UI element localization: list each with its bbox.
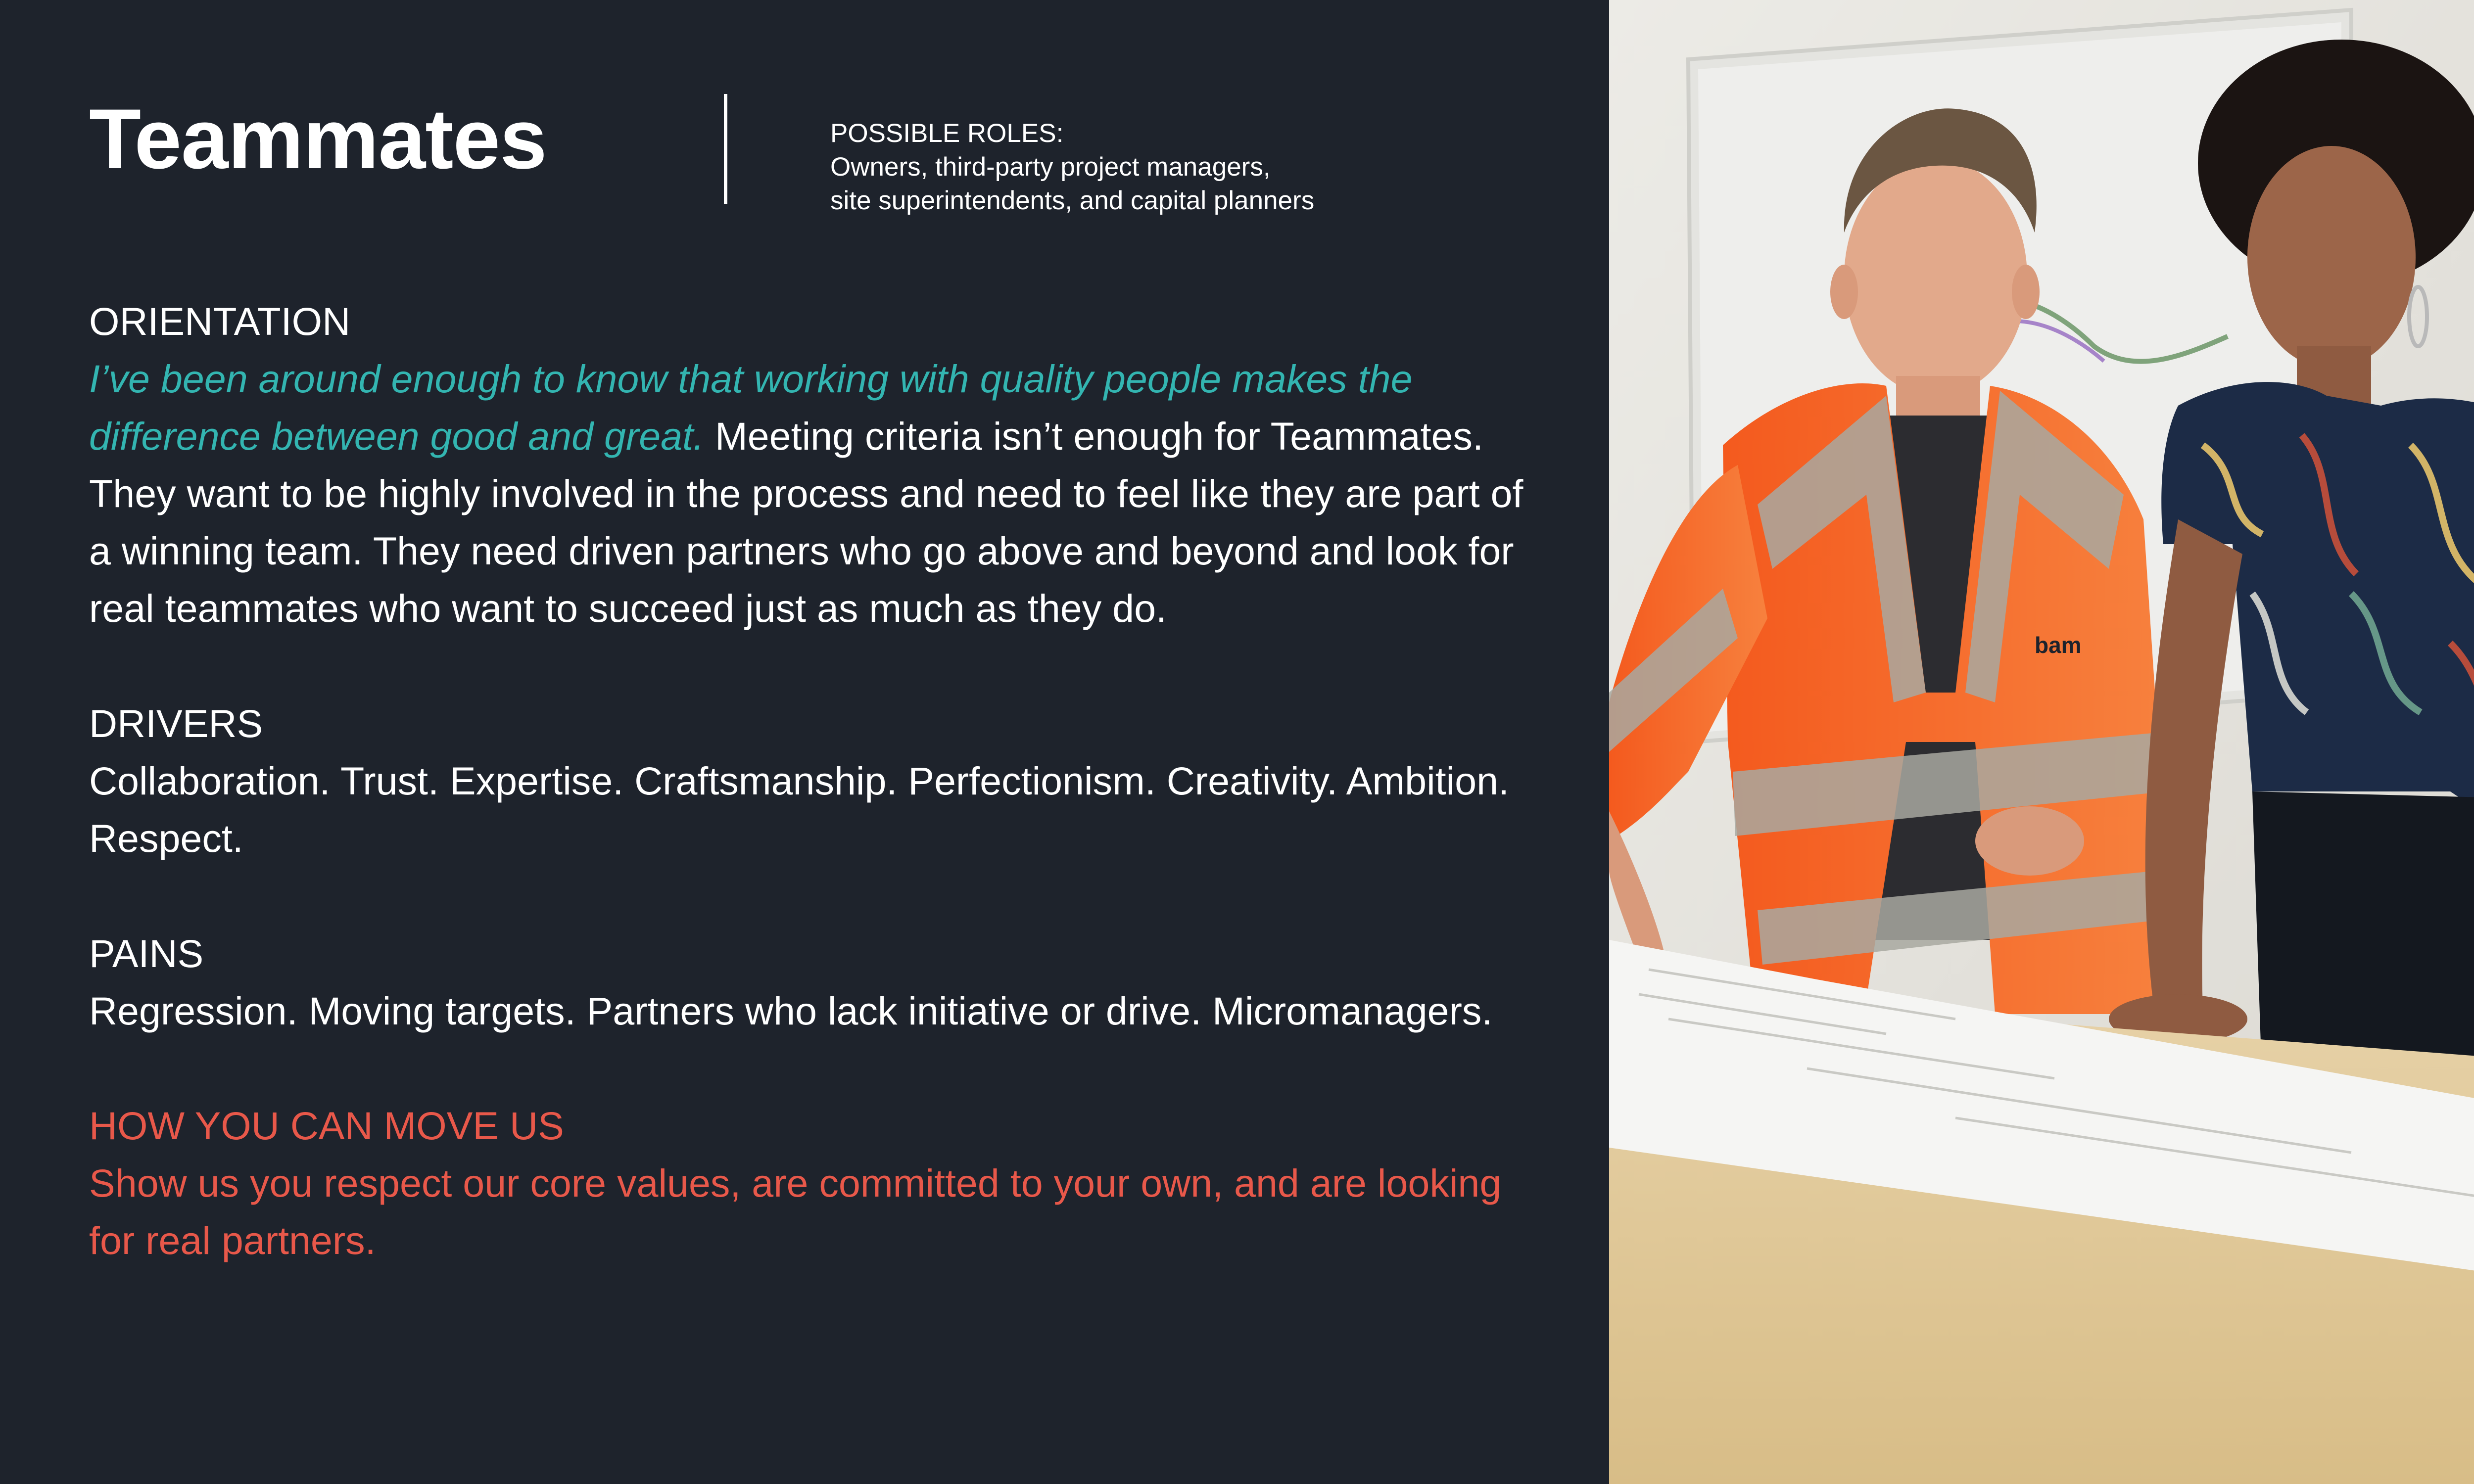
roles-line-1: Owners, third-party project managers, xyxy=(830,152,1271,182)
orientation-section xyxy=(89,293,1554,637)
move-us-heading: HOW YOU CAN MOVE US xyxy=(89,1104,564,1148)
orientation-quote: I’ve been around enough to know that working with quality people makes the difference between good and great. xyxy=(89,357,1413,458)
pains-heading: PAINS xyxy=(89,931,204,975)
orientation-body: Meeting criteria isn’t enough for Teammates. They want to be highly involved in the process and need to feel like they are part of a winning team. They need driven partners who go above and beyond and look for real teammates who want to succeed just as much as they do. xyxy=(89,414,1523,630)
drivers-section xyxy=(89,695,1554,867)
roles-line-2: site superintendents, and capital planners xyxy=(830,186,1315,215)
orientation-heading: ORIENTATION xyxy=(89,299,351,343)
roles-heading: POSSIBLE ROLES: xyxy=(830,119,1064,148)
vest-logo: bam xyxy=(2035,632,2082,658)
drivers-body: Collaboration. Trust. Expertise. Craftsmanship. Perfectionism. Creativity. Ambition. Respect. xyxy=(89,759,1509,860)
page-title: Teammates xyxy=(89,92,547,186)
move-us-body: Show us you respect our core values, are committed to your own, and are looking for real partners. xyxy=(89,1161,1502,1262)
possible-roles xyxy=(830,117,1314,218)
move-us-section xyxy=(89,1097,1554,1269)
man-head xyxy=(1844,158,2027,396)
title-divider xyxy=(724,94,727,204)
pains-body: Regression. Moving targets. Partners who lack initiative or drive. Micromanagers. xyxy=(89,989,1493,1033)
pains-section xyxy=(89,925,1554,1040)
team-photo xyxy=(1609,0,2474,1484)
drivers-heading: DRIVERS xyxy=(89,701,263,745)
woman-head xyxy=(2247,146,2416,369)
